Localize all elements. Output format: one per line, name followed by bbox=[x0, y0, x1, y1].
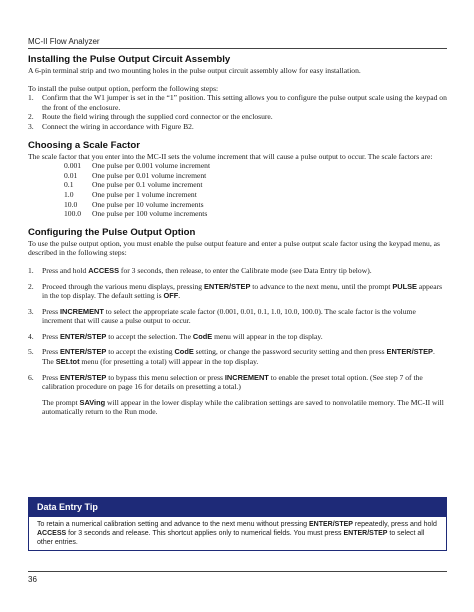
step-text: Press bbox=[42, 306, 60, 316]
step-text: . bbox=[178, 291, 181, 301]
key-increment: INCREMENT bbox=[224, 372, 269, 382]
tip-text: to select all other entries. bbox=[37, 530, 425, 547]
tip-body bbox=[29, 517, 446, 551]
table-row bbox=[64, 171, 210, 181]
step-text: Confirm that the W1 jumper is set in the “1” position. This setting allows you to configure the pulse output scale using the keypad on the front of the enclosure. bbox=[42, 93, 447, 112]
pulse-assembly-steps-intro: To install the pulse output option, perform the following steps: bbox=[28, 83, 219, 93]
table-row bbox=[64, 180, 210, 190]
factor-desc: One pulse per 0.001 volume increment bbox=[92, 161, 211, 171]
heading-configure: Configuring the Pulse Output Option bbox=[28, 226, 196, 238]
prompt-pulse: PULSE bbox=[392, 281, 417, 291]
list-item: 2. Proceed through the various menu displays, pressing ENTER/STEP to advance to the next menu, until the prompt PULSE appears in the top display. The default setting is OFF. bbox=[28, 281, 443, 301]
factor-value: 1.0 bbox=[64, 189, 74, 199]
factor-desc: One pulse per 10 volume increments bbox=[92, 199, 204, 209]
table-row bbox=[64, 200, 210, 210]
list-item: 4. Press ENTER/STEP to accept the selection. The CodE menu will appear in the top display. bbox=[28, 331, 323, 341]
step-text: setting, or change the password security setting and then press bbox=[193, 347, 387, 357]
factor-desc: One pulse per 0.01 volume increment bbox=[92, 170, 207, 180]
menu-code: CodE bbox=[192, 331, 213, 341]
step-text: Route the field wiring through the supplied cord connector or the enclosure. bbox=[42, 112, 273, 122]
factor-value: 10.0 bbox=[64, 199, 78, 209]
configure-steps bbox=[28, 266, 447, 417]
list-item: 2. Route the field wiring through the supplied cord connector or the enclosure. bbox=[28, 112, 273, 122]
factor-value: 100.0 bbox=[64, 209, 82, 219]
factor-value: 0.01 bbox=[64, 170, 78, 180]
step-text: menu will appear in the top display. bbox=[212, 331, 323, 341]
key-enter-step: ENTER/STEP bbox=[309, 521, 353, 528]
pulse-assembly-steps bbox=[28, 93, 447, 131]
header-rule bbox=[28, 48, 447, 49]
list-item: 6. Press ENTER/STEP to bypass this menu selection or press INCREMENT to enable the preset total option. (See step 7 of the calibration procedure on page 16 for details on presetting a total.) The prompt SAVing will appear in the lower display while the calibration settings are saved to nonvolatile memory. The MC-II will automatically return to the Run mode. bbox=[28, 373, 447, 417]
step-text: to bypass this menu selection or press bbox=[106, 372, 225, 382]
factor-desc: One pulse per 1 volume increment bbox=[92, 189, 197, 199]
step-text: . The bbox=[42, 347, 435, 367]
menu-set-tot: SEt.tot bbox=[55, 357, 80, 367]
key-access: ACCESS bbox=[37, 530, 67, 538]
step-text: The prompt bbox=[42, 397, 80, 407]
table-row bbox=[64, 161, 210, 171]
list-item: 5. Press ENTER/STEP to accept the existing CodE setting, or change the password security setting and then press ENTER/STEP. The SEt.tot menu (for presetting a total) will appear in the top display. bbox=[28, 347, 435, 367]
page-number: 36 bbox=[28, 575, 37, 584]
running-header: MC-II Flow Analyzer bbox=[28, 37, 100, 46]
step-text: Press bbox=[42, 372, 60, 382]
key-increment: INCREMENT bbox=[59, 306, 104, 316]
setting-off: OFF bbox=[163, 291, 179, 301]
key-enter-step: ENTER/STEP bbox=[203, 281, 251, 291]
step-text: Proceed through the various menu displays, pressing bbox=[42, 281, 204, 291]
saving-note bbox=[42, 398, 447, 417]
tip-text: repeatedly, press and hold bbox=[352, 521, 437, 528]
heading-scale-factor: Choosing a Scale Factor bbox=[28, 139, 140, 151]
key-enter-step: ENTER/STEP bbox=[386, 347, 433, 357]
factor-desc: One pulse per 0.1 volume increment bbox=[92, 180, 203, 190]
key-access: ACCESS bbox=[88, 265, 120, 275]
factor-value: 0.001 bbox=[64, 161, 82, 171]
step-text: to accept the selection. The bbox=[106, 331, 193, 341]
list-item: 3. Press INCREMENT to select the appropriate scale factor (0.001, 0.01, 0.1, 1.0, 10.0, 100.0). The scale factor is the volume increment that will cause a pulse output to occur. bbox=[28, 306, 416, 326]
step-text: will appear in the lower display while the calibration settings are saved to nonvolatile memory. The MC-II will automatically return to the Run mode. bbox=[42, 397, 444, 417]
key-enter-step: ENTER/STEP bbox=[343, 530, 388, 538]
scale-factor-table bbox=[64, 161, 210, 219]
step-text: to select the appropriate scale factor (0.001, 0.01, 0.1, 1.0, 10.0, 100.0). The scale factor is the volume increment that will cause a pulse output to occur. bbox=[42, 306, 416, 326]
list-item: 1. Press and hold ACCESS for 3 seconds, then release, to enter the Calibrate mode (see Data Entry tip below). bbox=[28, 265, 372, 275]
footer-rule bbox=[28, 571, 447, 572]
step-text: menu (for presetting a total) will appear in the top display. bbox=[79, 357, 259, 367]
key-enter-step: ENTER/STEP bbox=[59, 372, 107, 382]
configure-intro: To use the pulse output option, you must enable the pulse output feature and enter a pulse output scale factor using the keypad menu, as described in the following steps: bbox=[28, 238, 440, 258]
table-row bbox=[64, 209, 210, 219]
step-text: Press bbox=[42, 331, 60, 341]
step-text: Press and hold bbox=[42, 265, 89, 275]
factor-desc: One pulse per 100 volume increments bbox=[92, 209, 208, 219]
key-enter-step: ENTER/STEP bbox=[59, 331, 107, 341]
step-text: for 3 seconds, then release, to enter the Calibrate mode (see Data Entry tip below). bbox=[119, 265, 372, 275]
step-text: Connect the wiring in accordance with Figure B2. bbox=[42, 121, 194, 131]
list-item: 1. Confirm that the W1 jumper is set in the “1” position. This setting allows you to configure the pulse output scale using the keypad on the front of the enclosure. bbox=[28, 93, 447, 112]
list-item: 3. Connect the wiring in accordance with Figure B2. bbox=[28, 121, 194, 131]
tip-text: To retain a numerical calibration setting and advance to the next menu without pressing bbox=[37, 521, 309, 528]
table-row bbox=[64, 190, 210, 200]
step-text: appears in the top display. The default setting is bbox=[42, 281, 443, 301]
pulse-assembly-intro: A 6-pin terminal strip and two mounting holes in the pulse output circuit assembly allow for easy installation. bbox=[28, 66, 361, 75]
menu-code: CodE bbox=[174, 347, 194, 357]
data-entry-tip-box bbox=[28, 497, 447, 551]
page-content bbox=[28, 54, 447, 423]
step-text: Press bbox=[42, 347, 60, 357]
tip-text: for 3 seconds and release. This shortcut applies only to numerical fields. You must press bbox=[66, 530, 344, 538]
key-enter-step: ENTER/STEP bbox=[59, 347, 107, 357]
heading-pulse-assembly: Installing the Pulse Output Circuit Assembly bbox=[28, 54, 231, 65]
scale-factor-intro: The scale factor that you enter into the MC-II sets the volume increment that will cause a pulse output to occur. The scale factors are: bbox=[28, 151, 433, 161]
factor-value: 0.1 bbox=[64, 180, 74, 190]
prompt-saving: SAVing bbox=[79, 397, 106, 407]
step-text: to enable the preset total option. (See step 7 of the calibration procedure on page 16 for details on presetting a total.) bbox=[42, 372, 423, 392]
step-text: to advance to the next menu, until the prompt bbox=[250, 281, 393, 291]
step-text: to accept the existing bbox=[106, 347, 175, 357]
tip-title: Data Entry Tip bbox=[29, 498, 446, 517]
